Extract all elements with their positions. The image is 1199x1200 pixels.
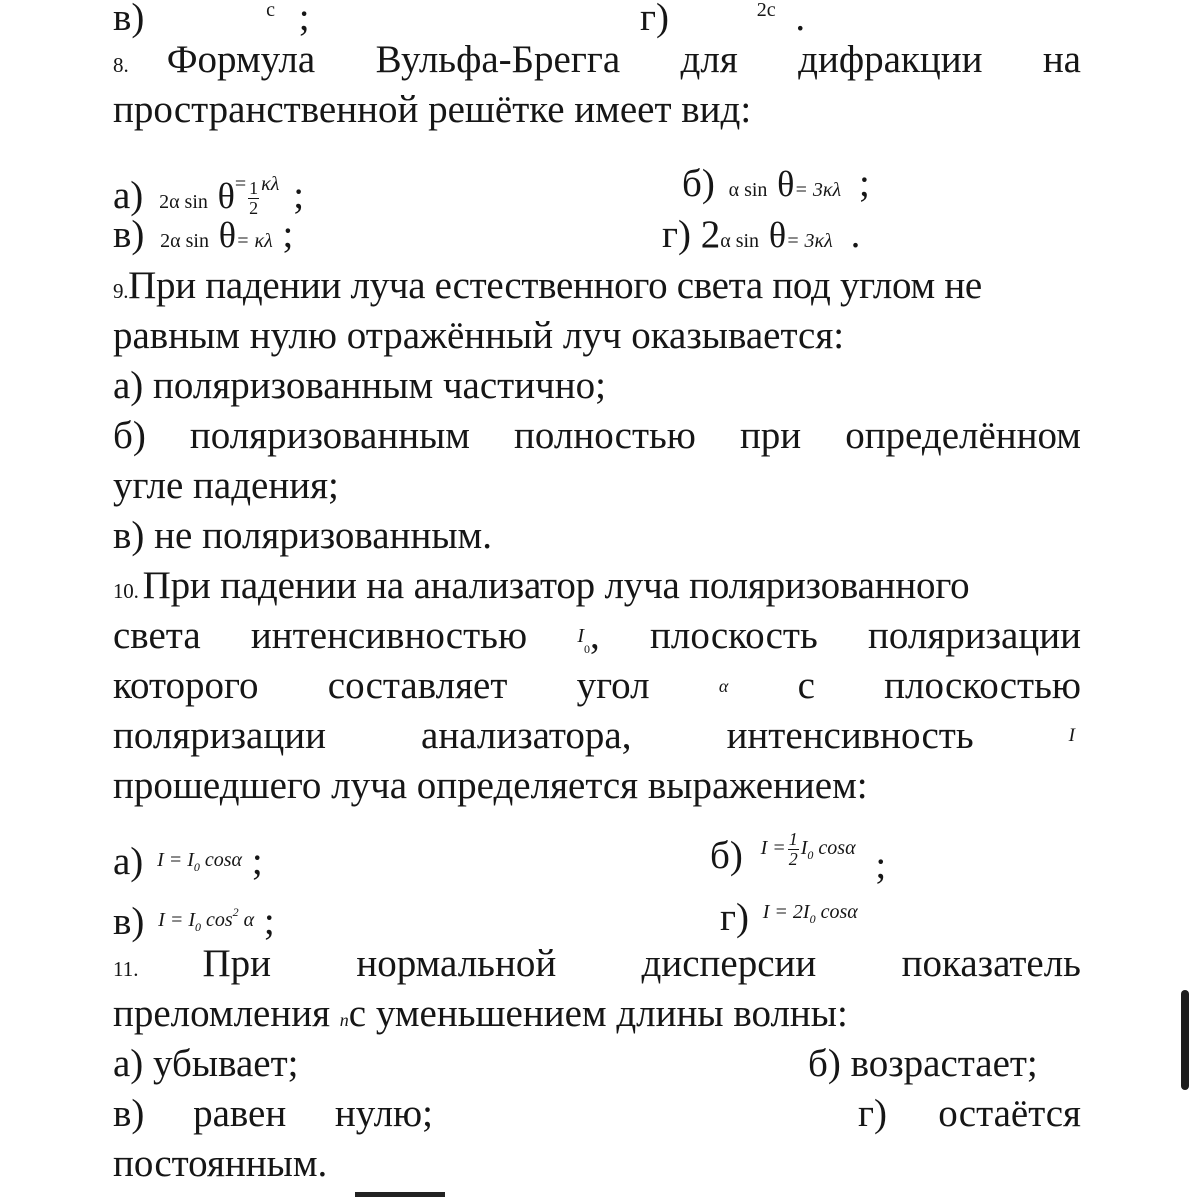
punctuation: ; — [282, 213, 294, 256]
q8-option-g — [662, 211, 860, 265]
formula-coefficient: 2 — [700, 213, 721, 256]
q10-line-1 — [113, 562, 1081, 615]
option-label: г) — [640, 0, 669, 39]
q10-line-5: прошедшего луча определяется выражением: — [113, 764, 868, 807]
word: дифракции — [798, 38, 983, 81]
scrollbar-thumb[interactable] — [1181, 990, 1189, 1090]
formula-fragment: 2c — [756, 0, 776, 21]
q10-line-4 — [113, 712, 1081, 760]
theta-symbol: θ — [768, 215, 787, 255]
formula: I = 2I0 cosα — [762, 901, 858, 926]
q10-line-3 — [113, 662, 1081, 710]
word: в) — [113, 1092, 145, 1135]
formula-eq: = — [234, 173, 247, 195]
q11-option-a: а) убывает; — [113, 1042, 299, 1085]
word: поляризованным — [189, 414, 470, 457]
punctuation: ; — [293, 174, 305, 217]
word: анализатора, — [421, 714, 632, 757]
formula-rhs: = κλ — [235, 230, 273, 252]
q11-line-2 — [113, 990, 1081, 1044]
theta-symbol: θ — [217, 176, 235, 216]
question-text: При падении на анализатор луча поляризованного — [142, 564, 970, 607]
punctuation: ; — [858, 162, 870, 205]
q9-option-b — [113, 412, 1081, 460]
theta-symbol: θ — [218, 215, 236, 255]
word: света — [113, 614, 201, 657]
q9-option-a: а) поляризованным частично; — [113, 364, 606, 407]
alpha-symbol: α — [718, 676, 729, 696]
word: Формула — [166, 38, 316, 81]
formula-rhs: = 3κλ — [786, 230, 833, 252]
q9-line-1 — [113, 262, 1081, 315]
word: Вульфа-Брегга — [375, 38, 621, 81]
word: на — [1042, 38, 1081, 81]
option-label: б) — [682, 162, 715, 205]
option-label: г) — [662, 213, 691, 256]
word: полностью — [514, 414, 696, 457]
formula: I = I0 cosα — [157, 849, 243, 874]
cut-off-glyph — [355, 1192, 445, 1197]
word: б) — [113, 414, 146, 457]
word: показатель — [901, 942, 1081, 985]
word: составляет — [327, 664, 508, 707]
question-number: 10. — [113, 579, 139, 603]
word: плоскость — [650, 614, 818, 657]
punctuation: ; — [263, 900, 275, 943]
refractive-index-symbol: n — [339, 1010, 349, 1030]
word: которого — [113, 664, 259, 707]
word: определённом — [845, 414, 1081, 457]
punctuation: ; — [875, 844, 887, 887]
q11-option-v — [113, 1090, 433, 1138]
fraction-denominator: 2 — [788, 848, 798, 869]
fraction-numerator: 1 — [788, 828, 798, 849]
word: поляризации — [868, 614, 1081, 657]
formula-lhs: α sin — [728, 179, 768, 201]
q11-option-g-line-2: постоянным. — [113, 1142, 328, 1185]
fraction-numerator: 1 — [249, 178, 259, 198]
theta-symbol: θ — [777, 164, 795, 204]
q10-option-g — [720, 888, 858, 943]
text: с уменьшением длины волны: — [348, 992, 848, 1035]
word: нормальной — [356, 942, 557, 985]
word: с — [797, 664, 815, 707]
formula: I = 1 2 I0 cosα — [760, 828, 856, 869]
formula-rhs: κλ — [261, 173, 280, 195]
word: при — [739, 414, 802, 457]
formula-fragment: c — [266, 0, 276, 21]
q8-line-1 — [113, 36, 1081, 89]
option-label: а) — [113, 174, 144, 217]
formula-lhs: 2α sin — [159, 191, 208, 213]
question-text: При падении луча естественного света под углом не — [128, 264, 982, 307]
q11-option-b: б) возрастает; — [808, 1042, 1038, 1085]
word: При — [202, 942, 272, 985]
option-label: б) — [710, 834, 743, 877]
word: интенсивностью — [250, 614, 528, 657]
intensity-symbol: $I_0$, — [577, 614, 600, 657]
fraction — [788, 830, 799, 869]
word: остаётся — [938, 1092, 1081, 1135]
formula-lhs: α sin — [720, 230, 760, 252]
q9-option-v: в) не поляризованным. — [113, 514, 492, 557]
word: нулю; — [334, 1092, 433, 1135]
q8-line-2: пространственной решётке имеет вид: — [113, 88, 752, 131]
option-label: в) — [113, 213, 145, 256]
word: г) — [858, 1092, 887, 1135]
q10-option-a — [113, 836, 263, 891]
word: плоскостью — [884, 664, 1081, 707]
q8-option-b — [682, 160, 870, 214]
q8-option-v — [113, 211, 293, 265]
word: равен — [193, 1092, 287, 1135]
intensity-symbol: I — [1068, 725, 1075, 746]
word: для — [680, 38, 738, 81]
q9-line-2: равным нулю отражённый луч оказывается: — [113, 314, 845, 357]
q11-option-g — [858, 1090, 1081, 1138]
question-number: 8. — [113, 53, 129, 77]
formula: I = I0 cos2 α — [158, 905, 255, 934]
word: угол — [576, 664, 650, 707]
formula-rhs: = 3κλ — [794, 179, 842, 201]
word: дисперсии — [641, 942, 817, 985]
formula-lhs: 2α sin — [160, 230, 209, 252]
option-label: а) — [113, 840, 144, 883]
option-label: г) — [720, 896, 749, 939]
punctuation: ; — [251, 840, 263, 883]
text: преломления — [113, 992, 331, 1035]
word: поляризации — [113, 714, 326, 757]
word: интенсивность — [726, 714, 974, 757]
fraction-denominator: 2 — [249, 198, 259, 218]
question-number: 9. — [113, 279, 129, 303]
option-label: в) — [113, 0, 145, 39]
q10-option-b — [710, 818, 886, 896]
punctuation: ; — [298, 0, 310, 39]
q11-line-1 — [113, 940, 1081, 993]
punctuation: . — [850, 213, 861, 256]
question-number: 11. — [113, 957, 139, 981]
punctuation: . — [795, 0, 806, 39]
option-label: в) — [113, 900, 145, 943]
q9-option-b-line-2: угле падения; — [113, 464, 339, 507]
